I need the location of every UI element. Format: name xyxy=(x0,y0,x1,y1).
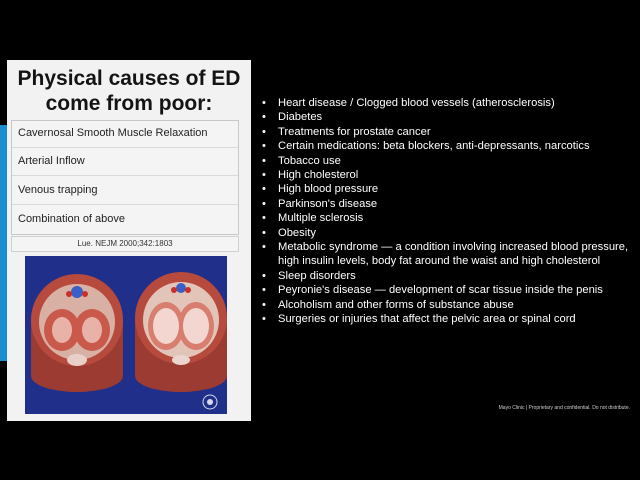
left-dorsal-artery xyxy=(66,291,72,297)
risk-factor-item xyxy=(262,168,634,182)
publisher-seal-center xyxy=(207,399,213,405)
risk-factor-text: Heart disease / Clogged blood vessels (atherosclerosis) xyxy=(278,97,555,109)
bullet-glyph: • xyxy=(262,212,266,225)
risk-factor-text: Multiple sclerosis xyxy=(278,212,364,225)
risk-factor-text: High blood pressure xyxy=(278,183,379,196)
anatomical-cross-section-figure xyxy=(25,256,227,414)
right-dorsal-artery xyxy=(185,287,191,293)
bullet-glyph: • xyxy=(262,125,266,138)
cause-item-arterial-inflow: Arterial Inflow xyxy=(18,155,85,167)
risk-factor-text: Surgeries or injuries that affect the pelvic area or spinal cord xyxy=(278,313,576,326)
citation: Lue. NEJM 2000;342:1803 xyxy=(11,236,239,252)
risk-factor-text: Certain medications: beta blockers, anti-depressants, narcotics xyxy=(278,140,590,153)
left-dorsal-vein xyxy=(71,286,83,298)
left-urethra xyxy=(67,354,87,366)
risk-factor-text: Peyronie's disease — development of scar tissue inside the penis xyxy=(278,284,603,297)
risk-factor-text: Obesity xyxy=(278,226,316,239)
risk-factor-item xyxy=(262,269,634,283)
bullet-glyph: • xyxy=(262,111,266,124)
risk-factor-item xyxy=(262,211,634,225)
risk-factor-item xyxy=(262,226,634,240)
cause-divider xyxy=(12,175,238,176)
risk-factor-text: Metabolic syndrome — a condition involving increased blood pressure, high insulin levels, body fat around the waist and high cholesterol xyxy=(278,241,629,268)
right-dorsal-artery xyxy=(171,287,177,293)
bullet-glyph: • xyxy=(262,313,266,326)
risk-factor-text: Diabetes xyxy=(278,111,323,124)
right-sinus-right xyxy=(183,308,209,344)
risk-factor-item xyxy=(262,283,634,297)
bullet-glyph: • xyxy=(262,140,266,153)
risk-factor-item xyxy=(262,298,634,312)
left-sinus-right xyxy=(82,317,102,343)
cause-item-combination: Combination of above xyxy=(18,213,126,225)
risk-factor-item xyxy=(262,154,634,168)
right-urethra xyxy=(172,355,190,365)
bullet-glyph: • xyxy=(262,183,266,196)
risk-factor-item xyxy=(262,182,634,196)
risk-factor-text: Alcoholism and other forms of substance abuse xyxy=(278,298,514,311)
bullet-glyph: • xyxy=(262,197,266,210)
risk-factor-text: Parkinson's disease xyxy=(278,197,378,210)
right-sinus-left xyxy=(153,308,179,344)
risk-factor-item xyxy=(262,110,634,124)
bullet-glyph: • xyxy=(262,226,266,239)
presentation-slide xyxy=(0,60,640,421)
risk-factor-item xyxy=(262,125,634,139)
causes-box xyxy=(11,120,239,235)
footer-confidential: Mayo Clinic | Proprietary and confidential. Do not distribute. xyxy=(498,405,630,411)
accent-bar xyxy=(0,125,7,361)
risk-factor-item xyxy=(262,139,634,153)
left-sinus-left xyxy=(52,317,72,343)
risk-factor-list xyxy=(262,96,634,327)
bullet-glyph: • xyxy=(262,241,266,254)
risk-factor-text: Sleep disorders xyxy=(278,269,356,282)
bullet-glyph: • xyxy=(262,97,266,109)
slide-title: Physical causes of ED come from poor: xyxy=(17,67,241,115)
cause-divider xyxy=(12,147,238,148)
right-dorsal-vein xyxy=(176,283,186,293)
risk-factor-item xyxy=(262,240,634,269)
cause-divider xyxy=(12,204,238,205)
risk-factor-text: Treatments for prostate cancer xyxy=(278,125,431,138)
left-dorsal-artery xyxy=(82,291,88,297)
cause-item-venous-trapping: Venous trapping xyxy=(18,184,98,196)
bullet-glyph: • xyxy=(262,154,266,167)
bullet-glyph: • xyxy=(262,269,266,282)
risk-factor-text: Tobacco use xyxy=(278,154,341,167)
bullet-glyph: • xyxy=(262,284,266,297)
risk-factor-item xyxy=(262,312,634,326)
left-panel xyxy=(7,60,251,421)
risk-factor-text: High cholesterol xyxy=(278,169,359,182)
risk-factor-item xyxy=(262,96,634,110)
cause-item-smooth-muscle: Cavernosal Smooth Muscle Relaxation xyxy=(18,127,208,139)
risk-factor-item xyxy=(262,197,634,211)
bullet-glyph: • xyxy=(262,169,266,182)
bullet-glyph: • xyxy=(262,298,266,311)
